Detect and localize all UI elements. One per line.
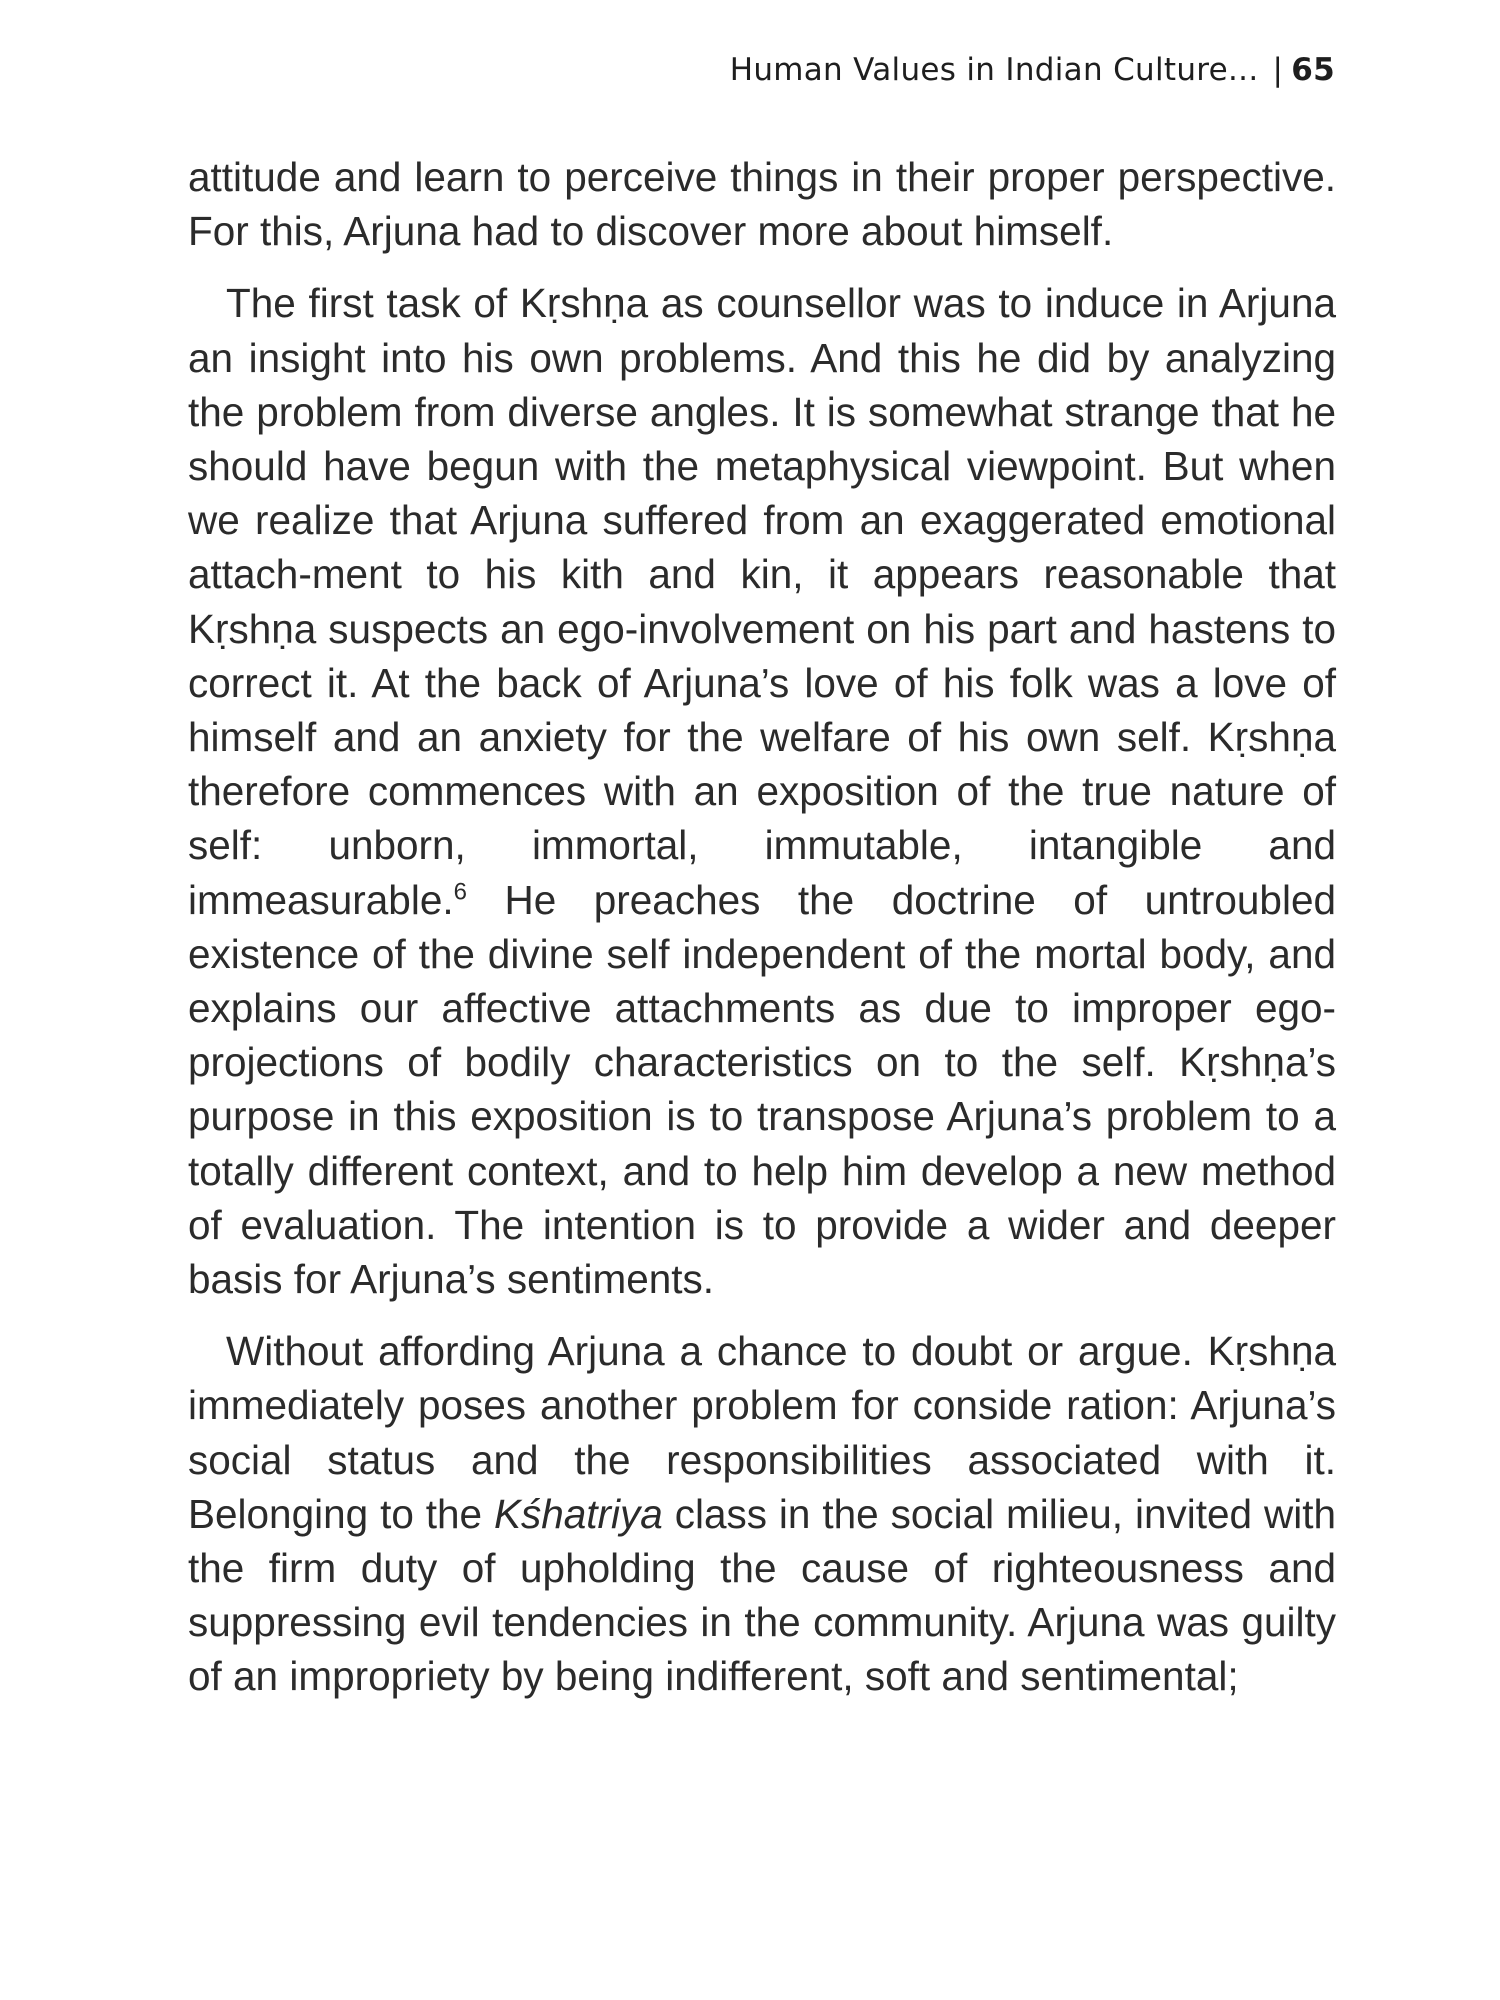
paragraph-2	[188, 276, 1336, 1306]
page-number: 65	[1291, 52, 1335, 88]
paragraph-2-part-2: He preaches the doctrine of untroubled existence of the divine self independent of the mortal body, and explains our affective attachments as due to improper ego-projections of bodily characteristics on to the self. Kṛshṇa’s purpose in this exposition is to transpose Arjuna’s problem to a totally different context, and to help him develop a new method of evaluation. The intention is to provide a wider and deeper basis for Arjuna’s sentiments.	[188, 876, 1336, 1303]
paragraph-3	[188, 1324, 1336, 1703]
running-title: Human Values in Indian Culture...	[729, 52, 1259, 88]
body-text	[188, 150, 1336, 1704]
header-separator: |	[1272, 52, 1284, 88]
footnote-reference[interactable]: 6	[453, 878, 467, 906]
paragraph-3-part-1: Without affording Arjuna a chance to doubt or argue. Kṛshṇa immediately poses another problem for conside ration: Arjuna’s social status and the responsibilities associated with it. Belonging to the	[188, 1328, 1336, 1537]
paragraph-3-part-2: class in the social milieu, invited with the firm duty of upholding the cause of righteousness and suppressing evil tendencies in the community. Arjuna was guilty of an impropriety by being indifferent, soft and sentimental;	[188, 1490, 1336, 1700]
paragraph-1: attitude and learn to perceive things in their proper perspective. For this, Arjuna had to discover more about himself.	[188, 154, 1336, 255]
running-header	[730, 52, 1335, 88]
paragraph-2-part-1: The first task of Kṛshṇa as counsellor was to induce in Arjuna an insight into his own problems. And this he did by analyzing the problem from diverse angles. It is somewhat strange that he should have begun with the metaphysical viewpoint. But when we realize that Arjuna suffered from an exaggerated emotional attach-ment to his kith and kin, it appears reasonable that Kṛshṇa suspects an ego-involvement on his part and hastens to correct it. At the back of Arjuna’s love of his folk was a love of himself and an anxiety for the welfare of his own self. Kṛshṇa therefore commences with an exposition of the true nature of self: unborn, immortal, immutable, intangible and immeasurable.	[188, 280, 1336, 923]
italic-term: Kśhatriya	[493, 1490, 663, 1537]
